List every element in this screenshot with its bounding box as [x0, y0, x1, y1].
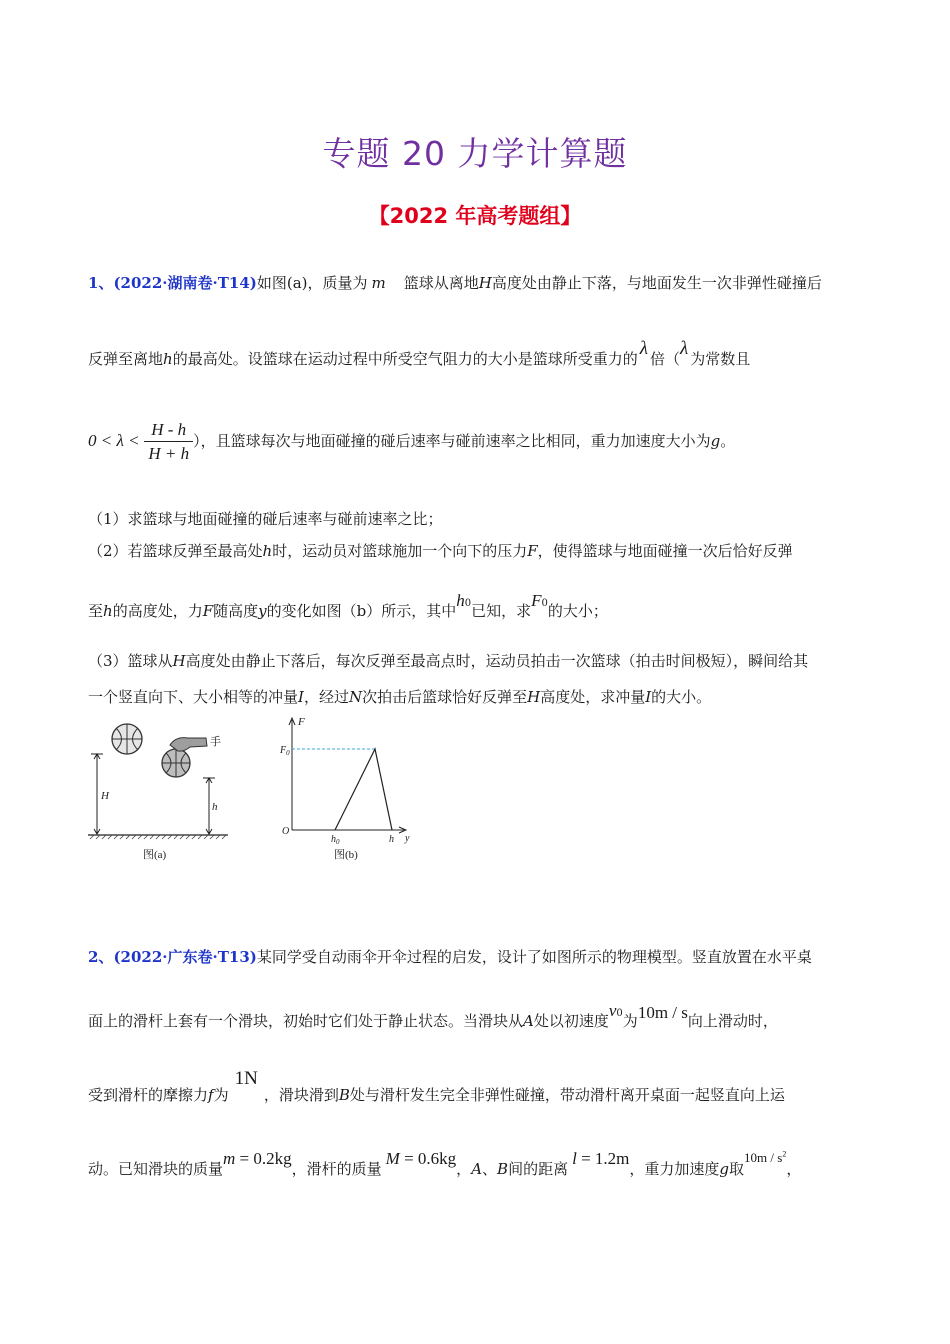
- q1-text: 至: [88, 602, 104, 620]
- section-heading: 【2022 年高考题组】: [368, 204, 582, 228]
- value-g-base: 10m / s: [744, 1150, 783, 1165]
- q1-text: 为常数且: [690, 350, 751, 368]
- q2-line-3: [88, 1068, 785, 1106]
- var-H: H: [478, 274, 492, 292]
- q1-number: 1、: [88, 274, 114, 292]
- q2-source: (2022·广东卷·T13): [113, 948, 257, 966]
- q2-text: 为: [213, 1086, 229, 1104]
- q1-part-3-line-2: [88, 686, 711, 707]
- point-A: A: [523, 1012, 534, 1030]
- figure-b: [276, 712, 426, 867]
- figure-a-caption: 图(a): [143, 849, 167, 861]
- var-H: H: [172, 652, 186, 670]
- q2-line-1: [88, 946, 812, 967]
- q1-text: 的大小。: [651, 688, 712, 706]
- q2-line-2: [88, 1001, 778, 1031]
- q1-part-3-line-1: [88, 650, 808, 671]
- figure-b-caption: 图(b): [334, 849, 358, 861]
- point-B: B: [338, 1086, 350, 1104]
- var-h0: [456, 592, 471, 610]
- fraction: [144, 420, 193, 464]
- var-h0-subscript: 0: [464, 598, 472, 609]
- hand-label: 手: [210, 736, 221, 748]
- eq-M: [386, 1149, 457, 1168]
- q2-text: 面上的滑杆上套有一个滑块，初始时它们处于静止状态。当滑块从: [88, 1012, 524, 1030]
- q1-text: 的变化如图（b）所示，其中: [266, 602, 457, 620]
- q2-text: 向上滑动时，: [687, 1012, 778, 1030]
- var-h: h: [262, 542, 273, 560]
- q2-text: ，: [456, 1160, 472, 1178]
- q2-line-4: [88, 1149, 802, 1179]
- value-v0: 10m / s: [637, 1003, 688, 1022]
- q1-text: 高度处由静止下落后，每次反弹至最高点时，运动员拍击一次篮球（拍击时间极短），瞬间给其: [185, 652, 809, 670]
- q1-text: 随高度: [213, 602, 259, 620]
- q1-text: 已知，求: [471, 602, 532, 620]
- q1-source: (2022·湖南卷·T14): [113, 274, 257, 292]
- var-y: y: [258, 602, 267, 620]
- q1-text: （2）若篮球反弹至最高处: [88, 542, 263, 560]
- q1-text: 一个竖直向下、大小相等的冲量: [88, 688, 299, 706]
- q1-text: 篮球从离地: [403, 274, 479, 292]
- height-H-label: H: [101, 790, 109, 802]
- var-N: N: [348, 688, 363, 706]
- q1-text: （3）篮球从: [88, 652, 173, 670]
- var-F: F: [202, 602, 214, 620]
- axis-label-y: y: [405, 833, 410, 844]
- var-m: m: [223, 1149, 236, 1168]
- force-curve: [335, 749, 392, 830]
- var-lambda: λ: [679, 338, 689, 359]
- point-B: B: [497, 1160, 509, 1178]
- q1-line-1: [88, 272, 822, 293]
- q1-text: 高度处，求冲量: [540, 688, 646, 706]
- q2-text: 、: [482, 1160, 498, 1178]
- q2-text: 受到滑杆的摩擦力: [88, 1086, 209, 1104]
- var-M: M: [385, 1149, 400, 1168]
- q1-text: ），且篮球每次与地面碰撞的碰后速率与碰前速率之比相同，重力加速度大小为: [193, 432, 711, 450]
- fraction-numerator: H - h: [144, 420, 193, 442]
- q2-text: ，重力加速度: [629, 1160, 720, 1178]
- tick-label-h: h: [389, 834, 394, 845]
- var-F0: [531, 592, 548, 610]
- q2-text: 处与滑杆发生完全非弹性碰撞，带动滑杆离开桌面一起竖直向上运: [349, 1086, 785, 1104]
- value-M: = 0.6kg: [404, 1149, 457, 1168]
- figure-a: [86, 712, 236, 867]
- var-v0-subscript: 0: [616, 1008, 623, 1019]
- q1-part-2-line-1: [88, 540, 793, 561]
- var-I: I: [298, 688, 304, 706]
- page-title: 专题 20 力学计算题: [322, 134, 628, 173]
- q1-text: 反弹至离地: [88, 350, 164, 368]
- tick-label-F0: $F_0$: [280, 745, 290, 757]
- axis-label-F: F: [298, 716, 305, 728]
- q1-text: 倍（: [649, 350, 680, 368]
- q2-text: ，滑杆的质量: [291, 1160, 382, 1178]
- point-A: A: [471, 1160, 483, 1178]
- q1-part-1: （1）求篮球与地面碰撞的碰后速率与碰前速率之比；: [88, 510, 443, 528]
- var-v0: [609, 1002, 623, 1020]
- var-f: f: [208, 1086, 214, 1104]
- q1-line-2: [88, 338, 751, 370]
- q2-text: ，: [786, 1160, 802, 1178]
- var-I: I: [645, 688, 652, 706]
- q2-text: 某同学受自动雨伞开伞过程的启发，设计了如图所示的物理模型。竖直放置在水平桌: [256, 948, 812, 966]
- q1-part-2-line-2: [88, 591, 608, 621]
- var-g: g: [710, 432, 721, 450]
- q1-text: 的最高处。设篮球在运动过程中所受空气阻力的大小是篮球所受重力的: [172, 350, 638, 368]
- q2-text: 处以初速度: [533, 1012, 609, 1030]
- q1-text: ，使得篮球与地面碰撞一次后恰好反弹: [537, 542, 793, 560]
- tick-label-h0: $h_0$: [331, 834, 340, 846]
- value-m: = 0.2kg: [239, 1149, 292, 1168]
- q1-text: 高度处由静止下落，与地面发生一次非弹性碰撞后: [491, 274, 822, 292]
- origin-label: O: [282, 826, 290, 837]
- q2-number: 2、: [88, 948, 114, 966]
- var-h: h: [163, 350, 173, 368]
- basketball-icon: [112, 724, 142, 754]
- value-g: [744, 1150, 786, 1165]
- var-m: m: [371, 274, 386, 292]
- value-l: = 1.2m: [581, 1149, 630, 1168]
- q1-text: 次拍击后篮球恰好反弹至: [362, 688, 528, 706]
- var-l: l: [572, 1149, 577, 1168]
- value-f: 1N: [234, 1068, 258, 1089]
- eq-m: [223, 1149, 292, 1168]
- var-F0-base: F: [531, 591, 542, 610]
- value-g-exponent: 2: [782, 1149, 787, 1159]
- q1-text: 的高度处，力: [112, 602, 203, 620]
- hand-icon: [170, 738, 207, 752]
- q1-line-3: [88, 420, 735, 464]
- var-h0-base: h: [456, 591, 465, 610]
- q2-text: 为: [622, 1012, 638, 1030]
- q1-text: 时，运动员对篮球施加一个向下的压力: [272, 542, 528, 560]
- inequality: 0 < λ <: [88, 431, 140, 450]
- var-h: h: [103, 602, 113, 620]
- basketball-icon: [162, 749, 190, 777]
- q2-text: 动。已知滑块的质量: [88, 1160, 224, 1178]
- q2-text: 取: [729, 1160, 745, 1178]
- q1-text: 的大小；: [547, 602, 608, 620]
- fraction-denominator: H + h: [148, 444, 190, 463]
- eq-l: [572, 1149, 629, 1168]
- q2-text: 间的距离: [508, 1160, 569, 1178]
- q2-text: ，滑块滑到: [263, 1086, 339, 1104]
- var-F: F: [527, 542, 538, 560]
- height-h-label: h: [212, 801, 218, 813]
- var-v0-base: v: [608, 1001, 617, 1020]
- q1-text: 如图(a)，质量为: [256, 274, 368, 292]
- var-H: H: [527, 688, 541, 706]
- var-F0-subscript: 0: [541, 598, 548, 609]
- var-lambda: λ: [639, 338, 648, 359]
- var-g: g: [719, 1160, 730, 1178]
- q1-text: ，经过: [303, 688, 349, 706]
- q1-text: 。: [720, 432, 736, 450]
